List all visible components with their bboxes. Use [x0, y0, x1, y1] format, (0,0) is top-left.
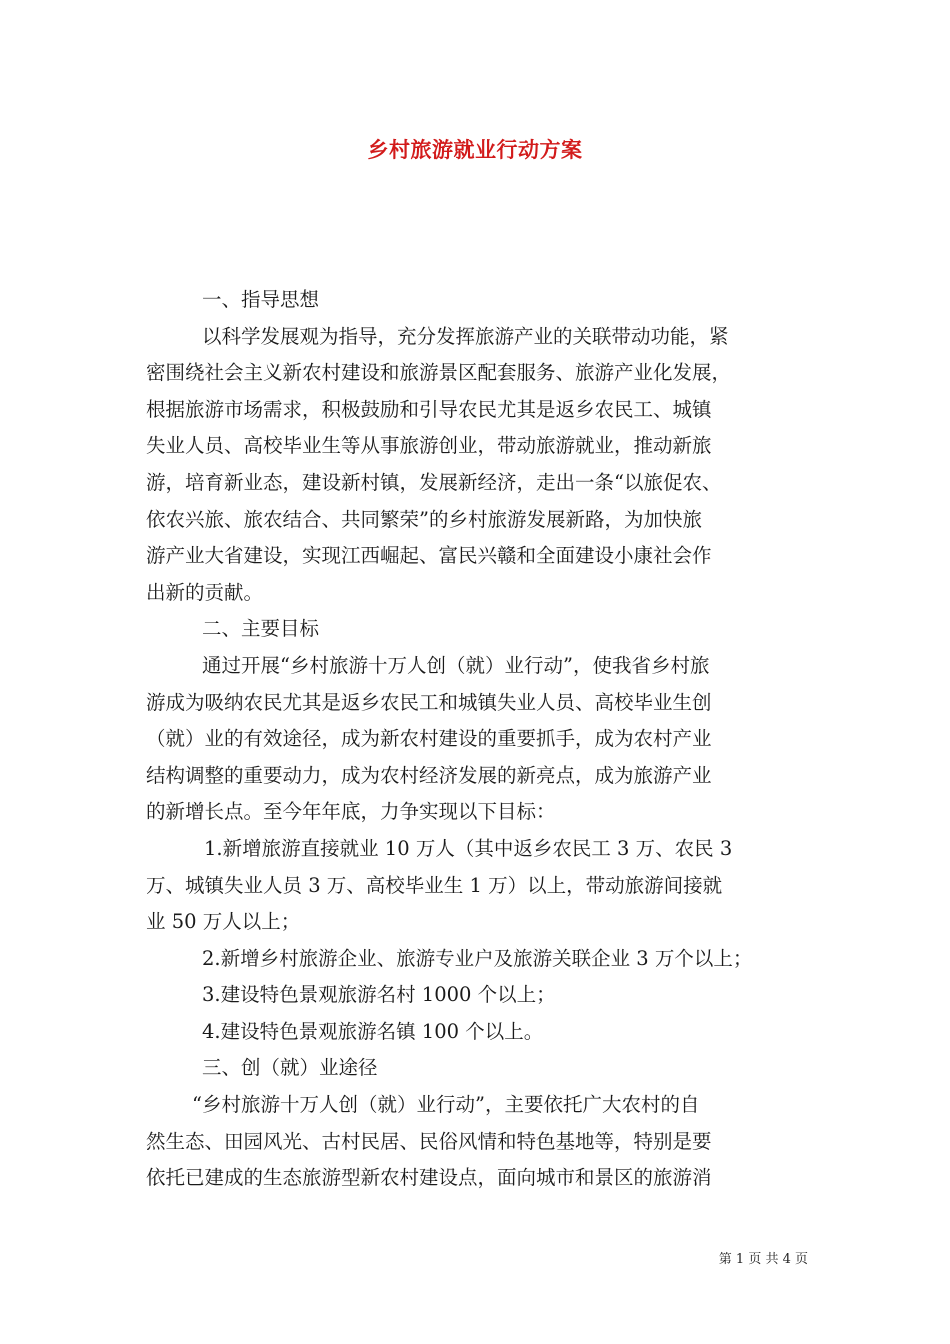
paragraph-line: 然生态、田园风光、古村民居、民俗风情和特色基地等，特别是要	[146, 1129, 712, 1153]
section-heading: 二、主要目标	[202, 617, 320, 641]
paragraph-line: 游成为吸纳农民尤其是返乡农民工和城镇失业人员、高校毕业生创	[146, 690, 712, 714]
paragraph-line: （就）业的有效途径，成为新农村建设的重要抓手，成为农村产业	[146, 727, 712, 751]
paragraph-line: 依托已建成的生态旅游型新农村建设点，面向城市和景区的旅游消	[146, 1166, 712, 1190]
paragraph-line: 根据旅游市场需求，积极鼓励和引导农民尤其是返乡农民工、城镇	[146, 397, 712, 421]
section-heading: 三、创（就）业途径	[202, 1056, 378, 1080]
list-item-line: 1.新增旅游直接就业 10 万人（其中返乡农民工 3 万、农民 3	[204, 836, 733, 860]
paragraph-line: 的新增长点。至今年年底，力争实现以下目标：	[146, 800, 556, 824]
document-body	[146, 282, 811, 1197]
paragraph-line: “乡村旅游十万人创（就）业行动”，主要依托广大农村的自	[192, 1093, 700, 1117]
list-item-line: 万、城镇失业人员 3 万、高校毕业生 1 万）以上，带动旅游间接就	[146, 873, 723, 897]
list-item-line: 3.建设特色景观旅游名村 1000 个以上；	[202, 983, 556, 1007]
section-heading: 一、指导思想	[202, 288, 320, 311]
document-title: 乡村旅游就业行动方案	[367, 138, 583, 162]
list-item-line: 2.新增乡村旅游企业、旅游专业户及旅游关联企业 3 万个以上；	[202, 946, 753, 970]
paragraph-line: 密围绕社会主义新农村建设和旅游景区配套服务、旅游产业化发展，	[146, 361, 732, 385]
list-item-line: 4.建设特色景观旅游名镇 100 个以上。	[202, 1019, 544, 1043]
paragraph-line: 游产业大省建设，实现江西崛起、富民兴赣和全面建设小康社会作	[146, 544, 712, 568]
paragraph-line: 失业人员、高校毕业生等从事旅游创业，带动旅游就业，推动新旅	[146, 434, 712, 458]
paragraph-line: 通过开展“乡村旅游十万人创（就）业行动”，使我省乡村旅	[202, 653, 710, 677]
paragraph-line: 以科学发展观为指导，充分发挥旅游产业的关联带动功能，紧	[202, 324, 729, 348]
paragraph-line: 游，培育新业态，建设新村镇，发展新经济，走出一条“以旅促农、	[146, 470, 722, 494]
paragraph-line: 依农兴旅、旅农结合、共同繁荣”的乡村旅游发展新路，为加快旅	[146, 507, 702, 531]
page-number: 第 1 页 共 4 页	[718, 1252, 808, 1267]
paragraph-line: 出新的贡献。	[146, 580, 264, 604]
list-item-line: 业 50 万人以上；	[146, 910, 301, 934]
paragraph-line: 结构调整的重要动力，成为农村经济发展的新亮点，成为旅游产业	[146, 763, 712, 787]
